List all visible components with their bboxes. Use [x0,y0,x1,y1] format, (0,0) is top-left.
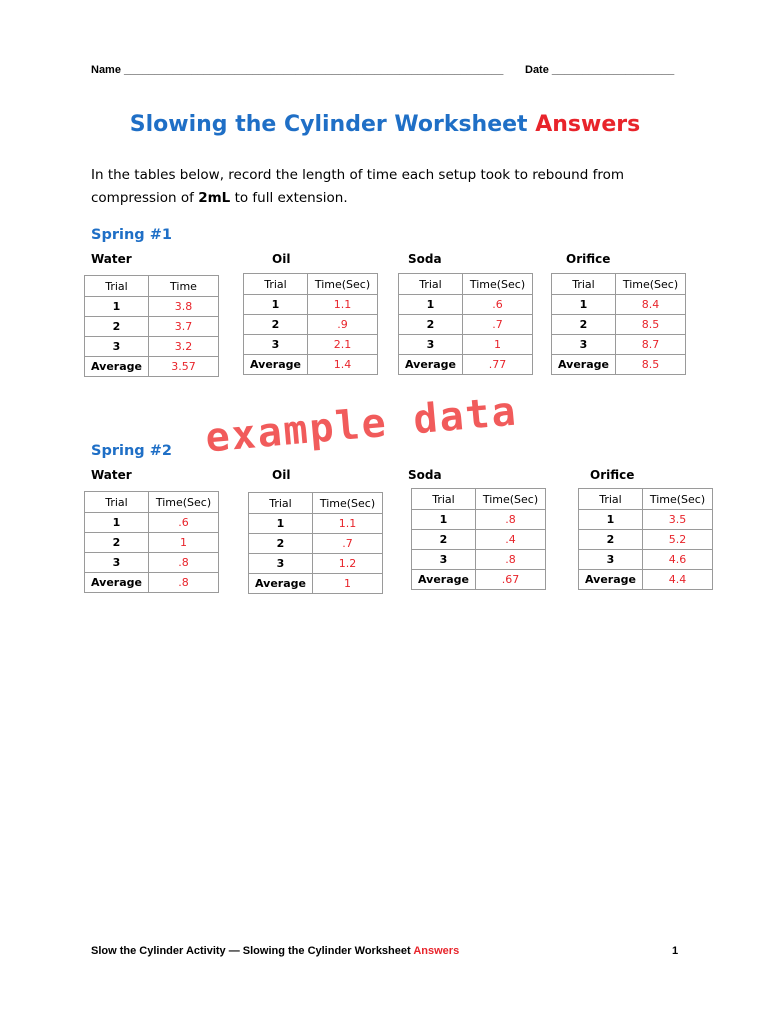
time-column-header: Time(Sec) [643,489,713,510]
table-row [244,315,378,335]
trial-cell: 1 [399,295,463,315]
trial-cell: 1 [85,297,149,317]
time-value-cell: .6 [149,513,219,533]
spring1-oil-header-row [244,274,378,295]
spring1-oil-table [243,273,378,375]
date-field-label: Date ____________________ [525,64,675,76]
intro-text-1: In the tables below, record the length of time each setup took to rebound from compression of [91,167,625,206]
intro-bold-volume: 2mL [198,190,231,206]
trial-column-header: Trial [249,493,313,514]
spring1-soda-header-row [399,274,533,295]
table-row [85,337,219,357]
trial-cell: 3 [412,550,476,570]
time-column-header: Time(Sec) [476,489,546,510]
trial-column-header: Trial [552,274,616,295]
spring2-title: Spring #2 [91,443,172,459]
table-row [399,315,533,335]
time-value-cell: 4.6 [643,550,713,570]
table-row [579,530,713,550]
trial-cell: 3 [85,553,149,573]
table-row [412,530,546,550]
table-row [85,553,219,573]
spring1-water-table [84,275,219,377]
trial-cell: Average [249,574,313,594]
table-row [244,335,378,355]
time-column-header: Time(Sec) [313,493,383,514]
time-value-cell: .8 [149,573,219,593]
spring1-orifice-header-row [552,274,686,295]
table-row [552,315,686,335]
table-row [85,297,219,317]
trial-cell: 3 [85,337,149,357]
time-value-cell: 3.8 [149,297,219,317]
name-field-label: Name ______________________________________________________________ [91,64,504,76]
table-row [552,335,686,355]
table-row [249,554,383,574]
spring1-orifice-table [551,273,686,375]
spring2-orifice-label: Orifice [590,468,635,482]
trial-column-header: Trial [579,489,643,510]
trial-cell: 2 [85,317,149,337]
table-row [85,317,219,337]
trial-column-header: Trial [85,492,149,513]
page-number: 1 [672,945,679,957]
time-value-cell: 2.1 [308,335,378,355]
time-value-cell: .8 [476,510,546,530]
spring2-oil-header-row [249,493,383,514]
spring1-water-header-row [85,276,219,297]
title-main: Slowing the Cylinder Worksheet [129,112,528,137]
title-accent: Answers [535,112,641,137]
trial-cell: 1 [85,513,149,533]
trial-cell: 3 [399,335,463,355]
time-value-cell: .6 [463,295,533,315]
trial-cell: 2 [249,534,313,554]
table-row [412,510,546,530]
trial-column-header: Trial [244,274,308,295]
table-row [399,335,533,355]
time-value-cell: .9 [308,315,378,335]
table-row [399,295,533,315]
trial-cell: 1 [579,510,643,530]
trial-cell: Average [85,357,149,377]
footer-text: Slow the Cylinder Activity — Slowing the Cylinder Worksheet [91,945,411,957]
table-row [85,573,219,593]
trial-cell: Average [579,570,643,590]
time-value-cell: 1.4 [308,355,378,375]
trial-cell: 2 [85,533,149,553]
table-row [552,295,686,315]
time-value-cell: 1 [313,574,383,594]
spring2-soda-label: Soda [408,468,442,482]
time-column-header: Time(Sec) [463,274,533,295]
time-value-cell: 1 [463,335,533,355]
time-column-header: Time [149,276,219,297]
trial-cell: Average [244,355,308,375]
time-value-cell: 3.7 [149,317,219,337]
table-row [85,513,219,533]
trial-cell: Average [85,573,149,593]
time-value-cell: .7 [313,534,383,554]
time-value-cell: 3.5 [643,510,713,530]
spring1-soda-table [398,273,533,375]
time-value-cell: .67 [476,570,546,590]
time-value-cell: 1.2 [313,554,383,574]
trial-column-header: Trial [85,276,149,297]
time-column-header: Time(Sec) [149,492,219,513]
trial-cell: 2 [579,530,643,550]
time-value-cell: 5.2 [643,530,713,550]
footer [91,945,459,957]
spring2-oil-label: Oil [272,468,291,482]
trial-cell: 2 [412,530,476,550]
time-value-cell: .8 [476,550,546,570]
time-value-cell: 8.5 [616,355,686,375]
time-value-cell: .77 [463,355,533,375]
spring2-water-header-row [85,492,219,513]
time-value-cell: .7 [463,315,533,335]
table-row [249,514,383,534]
table-row [249,574,383,594]
trial-cell: Average [552,355,616,375]
trial-cell: 1 [552,295,616,315]
trial-cell: 3 [552,335,616,355]
table-row [579,510,713,530]
table-row [412,570,546,590]
time-value-cell: 1.1 [313,514,383,534]
table-row [249,534,383,554]
spring2-orifice-table [578,488,713,590]
page-title [0,112,770,137]
trial-cell: 1 [249,514,313,534]
table-row [244,295,378,315]
trial-cell: 2 [244,315,308,335]
trial-column-header: Trial [412,489,476,510]
time-value-cell: .8 [149,553,219,573]
footer-accent: Answers [413,945,460,957]
time-value-cell: 8.4 [616,295,686,315]
spring2-water-table [84,491,219,593]
spring2-soda-header-row [412,489,546,510]
time-value-cell: .4 [476,530,546,550]
table-row [244,355,378,375]
table-row [579,570,713,590]
spring1-water-label: Water [91,252,132,266]
trial-cell: 3 [579,550,643,570]
spring2-water-label: Water [91,468,132,482]
example-data-watermark: example data [203,388,520,462]
spring1-title: Spring #1 [91,227,172,243]
table-row [552,355,686,375]
time-value-cell: 8.5 [616,315,686,335]
table-row [85,533,219,553]
spring1-soda-label: Soda [408,252,442,266]
time-column-header: Time(Sec) [616,274,686,295]
table-row [579,550,713,570]
table-row [412,550,546,570]
table-row [85,357,219,377]
trial-cell: 3 [249,554,313,574]
time-value-cell: 4.4 [643,570,713,590]
trial-cell: 1 [412,510,476,530]
trial-cell: 1 [244,295,308,315]
time-value-cell: 3.2 [149,337,219,357]
time-value-cell: 3.57 [149,357,219,377]
spring2-orifice-header-row [579,489,713,510]
trial-cell: 3 [244,335,308,355]
trial-cell: 2 [399,315,463,335]
trial-cell: Average [399,355,463,375]
time-column-header: Time(Sec) [308,274,378,295]
time-value-cell: 1.1 [308,295,378,315]
trial-cell: Average [412,570,476,590]
spring2-soda-table [411,488,546,590]
spring1-orifice-label: Orifice [566,252,611,266]
instructions [91,164,651,210]
trial-column-header: Trial [399,274,463,295]
trial-cell: 2 [552,315,616,335]
spring2-oil-table [248,492,383,594]
table-row [399,355,533,375]
time-value-cell: 1 [149,533,219,553]
intro-text-2: to full extension. [234,190,348,206]
header-fields [91,64,675,76]
time-value-cell: 8.7 [616,335,686,355]
spring1-oil-label: Oil [272,252,291,266]
